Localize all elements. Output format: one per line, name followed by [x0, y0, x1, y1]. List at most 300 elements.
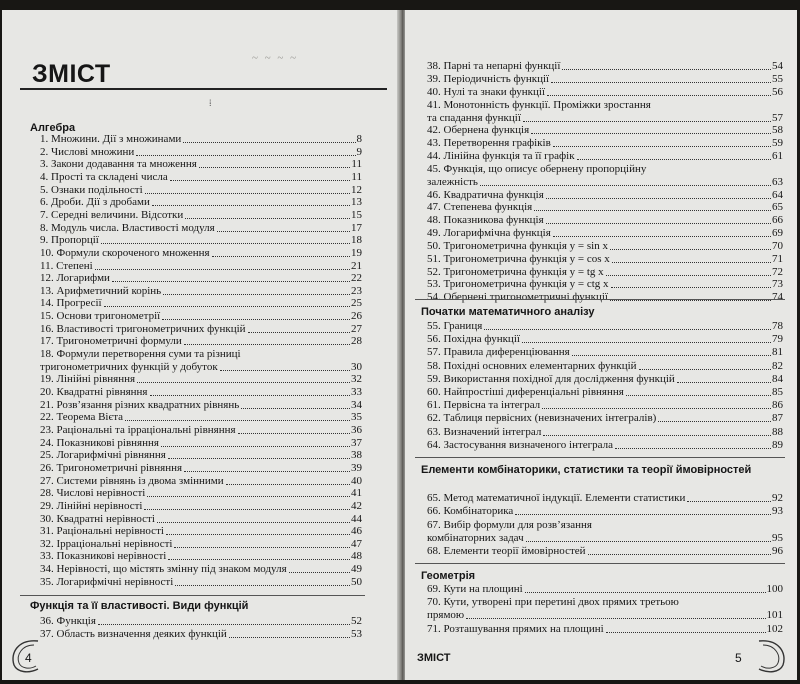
toc-entry-page: 57	[772, 111, 783, 124]
leader-dots	[611, 287, 771, 288]
toc-entry-page: 86	[772, 399, 783, 412]
leader-dots	[543, 435, 771, 436]
toc-entry-page: 38	[351, 449, 362, 462]
toc-entry-page: 63	[772, 175, 783, 188]
toc-entry	[427, 373, 783, 386]
leader-dots	[220, 370, 350, 371]
toc-entry-label: 66. Комбінаторика	[427, 505, 514, 518]
toc-entry-label: 44. Лінійна функція та її графік	[427, 149, 575, 162]
toc-entry	[427, 124, 783, 137]
leader-dots	[553, 236, 771, 237]
toc-entry-page: 89	[772, 438, 783, 451]
toc-entry-page: 50	[351, 575, 362, 588]
leader-dots	[626, 395, 771, 396]
toc-entry-label: 5. Ознаки подільності	[40, 183, 143, 196]
toc-entry-label: 65. Метод математичної індукції. Елементи статистики	[427, 492, 686, 504]
toc-entry-page: 8	[356, 133, 362, 145]
toc-entry-label: 63. Визначений інтеграл	[427, 425, 542, 438]
decorative-swirl-icon	[755, 635, 789, 675]
toc-entry-page: 35	[351, 411, 362, 424]
toc-entry-label: 60. Найпростіші диференціальні рівняння	[427, 386, 624, 398]
leader-dots	[168, 458, 350, 459]
toc-entry	[40, 449, 362, 462]
leader-dots	[163, 294, 350, 295]
leader-dots	[185, 218, 350, 219]
toc-entry-page: 26	[351, 310, 362, 323]
toc-entry-label: 7. Середні величини. Відсотки	[40, 208, 184, 221]
toc-entry-label: 51. Тригонометрична функція y = cos x	[427, 252, 610, 265]
toc-entry	[40, 615, 362, 628]
toc-entry	[40, 411, 362, 424]
pencil-scribble: ~ ~ ~ ~	[252, 52, 299, 64]
toc-entry-page: 55	[772, 72, 783, 85]
toc-entry	[40, 133, 362, 146]
leader-dots	[562, 69, 771, 70]
toc-entry	[40, 348, 362, 374]
toc-entry-label: 34. Нерівності, що містять змінну під знаком модуля	[40, 563, 287, 576]
leader-dots	[531, 133, 771, 134]
leader-dots	[238, 433, 350, 434]
leader-dots	[136, 155, 355, 156]
leader-dots	[525, 592, 766, 593]
toc-entry	[40, 335, 362, 348]
toc-entry-page: 22	[351, 272, 362, 285]
section-divider	[415, 299, 785, 300]
toc-entry-page: 72	[772, 265, 783, 278]
toc-entry	[427, 73, 783, 86]
leader-dots	[184, 471, 350, 472]
toc-entry-page: 54	[772, 60, 783, 72]
toc-entry	[40, 247, 362, 260]
toc-entry-page: 11	[351, 170, 362, 183]
toc-entry	[427, 189, 783, 202]
toc-entry-label: 37. Область визначення деяких функцій	[40, 628, 227, 640]
toc-entry-label: 61. Первісна та інтеграл	[427, 399, 541, 412]
toc-entry-page: 42	[351, 499, 362, 512]
toc-entry-label: 68. Елементи теорії ймовірностей	[427, 545, 586, 558]
toc-entry-label: 32. Ірраціональні нерівності	[40, 537, 173, 550]
toc-entry-page: 25	[351, 297, 362, 310]
leader-dots	[546, 223, 771, 224]
toc-entry	[427, 214, 783, 227]
toc-entry-label: 48. Показникова функція	[427, 214, 544, 227]
toc-entry-label: 64. Застосування визначеного інтеграла	[427, 438, 614, 451]
toc-entry-label: 52. Тригонометрична функція y = tg x	[427, 265, 604, 278]
toc-entry-page: 81	[772, 346, 783, 359]
toc-entry-label: 29. Лінійні нерівності	[40, 499, 143, 512]
toc-entry	[40, 563, 362, 576]
toc-entry-label: 18. Формули перетворення суми та різниці	[40, 348, 241, 361]
leader-dots	[515, 514, 771, 515]
toc-entry	[40, 628, 362, 641]
leader-dots	[687, 501, 771, 502]
toc-entry	[427, 291, 783, 304]
section-heading-analysis: Початки математичного аналізу	[421, 306, 595, 318]
toc-entry-label: 55. Границя	[427, 320, 483, 332]
toc-entry	[40, 196, 362, 209]
toc-entry	[40, 437, 362, 450]
toc-entry	[427, 386, 783, 399]
toc-entry-page: 13	[351, 196, 362, 209]
toc-entry-page: 88	[772, 425, 783, 438]
section-divider	[415, 563, 785, 564]
toc-entry	[40, 386, 362, 399]
toc-entry-label: 33. Показникові нерівності	[40, 550, 167, 563]
toc-entry-label: 3. Закони додавання та множення	[40, 158, 197, 171]
toc-entry-label-cont: залежність	[427, 175, 478, 188]
toc-entry	[427, 426, 783, 439]
toc-entry-label: 46. Квадратична функція	[427, 188, 544, 201]
toc-entry-page: 85	[772, 386, 783, 398]
toc-entry	[40, 272, 362, 285]
toc-entry-page: 39	[351, 461, 362, 474]
toc-entry-label: 24. Показникові рівняння	[40, 436, 159, 449]
toc-entry-page: 102	[766, 622, 783, 635]
toc-entry-label: 20. Квадратні рівняння	[40, 386, 148, 398]
toc-entry	[40, 323, 362, 336]
leader-dots	[162, 319, 350, 320]
toc-entry-label: 8. Модуль числа. Властивості модуля	[40, 221, 215, 234]
toc-entry-page: 27	[351, 322, 362, 335]
leader-dots	[610, 300, 771, 301]
leader-dots	[226, 484, 350, 485]
toc-entry-page: 12	[351, 183, 362, 196]
leader-dots	[639, 369, 771, 370]
leader-dots	[98, 624, 350, 625]
toc-entry-label: 71. Розташування прямих на площині	[427, 622, 604, 635]
toc-entry-page: 36	[351, 423, 362, 436]
toc-entry-label: 36. Функція	[40, 615, 96, 627]
toc-entry	[40, 297, 362, 310]
section-heading-functions: Функція та її властивості. Види функцій	[30, 600, 249, 612]
toc-entry-label: 31. Раціональні нерівності	[40, 525, 164, 538]
toc-entry-page: 74	[772, 291, 783, 304]
toc-entry-label: 53. Тригонометрична функція y = ctg x	[427, 278, 609, 291]
toc-entry	[427, 412, 783, 425]
toc-entry-page: 78	[772, 320, 783, 332]
toc-entry-label: 69. Кути на площині	[427, 583, 523, 595]
leader-dots	[241, 408, 350, 409]
leader-dots	[112, 281, 350, 282]
toc-entry-label: 39. Періодичність функції	[427, 72, 550, 85]
toc-entry	[40, 158, 362, 171]
toc-entry	[40, 373, 362, 386]
toc-entry	[40, 184, 362, 197]
toc-entry-page: 37	[351, 436, 362, 449]
toc-entry-label: 47. Степенева функція	[427, 201, 533, 214]
toc-entry-label: 41. Монотонність функції. Проміжки зростання	[427, 98, 651, 111]
toc-entry	[40, 171, 362, 184]
leader-dots	[199, 167, 351, 168]
toc-entry	[40, 209, 362, 222]
leader-dots	[542, 408, 771, 409]
toc-entry-label: 6. Дроби. Дії з дробами	[40, 196, 150, 209]
toc-entry-page: 84	[772, 372, 783, 385]
toc-entry-page: 93	[772, 505, 783, 518]
toc-entry-page: 61	[772, 149, 783, 162]
toc-entry	[40, 260, 362, 273]
toc-entry-page: 96	[772, 545, 783, 558]
leader-dots	[137, 382, 350, 383]
leader-dots	[523, 121, 771, 122]
toc-entry-page: 19	[351, 246, 362, 259]
toc-entry	[427, 492, 783, 505]
ink-mark: ⁞	[209, 98, 212, 108]
toc-entry	[427, 399, 783, 412]
toc-entry-label: 15. Основи тригонометрії	[40, 310, 161, 323]
toc-entry	[40, 399, 362, 412]
section-heading-geometry: Геометрія	[421, 570, 476, 582]
toc-entry-page: 33	[351, 386, 362, 398]
toc-entry-label: 27. Системи рівнянь із двома змінними	[40, 474, 224, 487]
toc-entry-label: 59. Використання похідної для дослідження функцій	[427, 372, 675, 385]
toc-entry-label-cont: тригонометричних функцій у добуток	[40, 361, 218, 374]
section-divider	[20, 595, 365, 596]
toc-entry	[427, 623, 783, 636]
leader-dots	[551, 82, 771, 83]
toc-entry-label: 11. Степені	[40, 259, 93, 272]
toc-entry-label: 67. Вибір формули для розв’язання	[427, 518, 592, 531]
leader-dots	[170, 180, 351, 181]
toc-entry-page: 49	[351, 563, 362, 576]
toc-entry	[40, 146, 362, 159]
toc-entry	[427, 253, 783, 266]
leader-dots	[229, 637, 350, 638]
toc-entry-page: 41	[351, 487, 362, 500]
toc-entry	[40, 487, 362, 500]
toc-entry-page: 34	[351, 398, 362, 411]
toc-entry	[427, 99, 783, 125]
toc-entry-page: 95	[772, 531, 783, 544]
toc-entry-label: 2. Числові множини	[40, 145, 135, 158]
toc-entry-page: 66	[772, 214, 783, 227]
toc-entry	[427, 227, 783, 240]
toc-entry-page: 46	[351, 525, 362, 538]
page-number: 5	[735, 651, 742, 665]
toc-entry-label: 30. Квадратні нерівності	[40, 512, 155, 525]
toc-entry-label: 42. Обернена функція	[427, 124, 530, 137]
toc-entry	[427, 163, 783, 189]
toc-entry-page: 48	[351, 550, 362, 563]
leader-dots	[157, 522, 350, 523]
toc-entry	[40, 513, 362, 526]
toc-entry	[427, 240, 783, 253]
toc-entry-label: 14. Прогресії	[40, 297, 102, 310]
toc-entry-label: 28. Числові нерівності	[40, 487, 146, 500]
toc-entry-page: 73	[772, 278, 783, 291]
toc-entry-page: 82	[772, 359, 783, 372]
toc-entry-page: 47	[351, 537, 362, 550]
leader-dots	[184, 344, 350, 345]
leader-dots	[615, 448, 771, 449]
toc-entry-page: 69	[772, 227, 783, 240]
toc-entry	[427, 360, 783, 373]
toc-entry-label: 13. Арифметичний корінь	[40, 284, 162, 297]
leader-dots	[125, 420, 350, 421]
left-page	[2, 10, 399, 680]
toc-entry-label: 21. Розв’язання різних квадратних рівнянь	[40, 398, 240, 411]
toc-entry-label: 35. Логарифмічні нерівності	[40, 575, 174, 588]
toc-entry-label: 17. Тригонометричні формули	[40, 335, 182, 348]
leader-dots	[658, 421, 771, 422]
toc-entry-page: 44	[351, 512, 362, 525]
toc-entry-page: 71	[772, 252, 783, 265]
page-number: 4	[25, 651, 32, 665]
toc-entry-label: 9. Пропорції	[40, 234, 99, 247]
leader-dots	[217, 231, 350, 232]
toc-entry-label-cont: та спадання функції	[427, 111, 521, 124]
toc-entry-label: 50. Тригонометрична функція y = sin x	[427, 239, 608, 252]
toc-entry-label: 54. Обернені тригонометричні функції	[427, 291, 608, 304]
toc-entry-page: 9	[356, 145, 362, 158]
title-rule	[20, 88, 387, 90]
leader-dots	[95, 269, 350, 270]
toc-entry-page: 30	[351, 361, 362, 374]
leader-dots	[289, 572, 350, 573]
toc-entry	[427, 519, 783, 545]
footer-title: ЗМІСТ	[417, 652, 451, 664]
leader-dots	[168, 559, 350, 560]
leader-dots	[212, 256, 350, 257]
toc-entry-page: 56	[772, 85, 783, 98]
toc-entry	[427, 137, 783, 150]
page-title: ЗМІСТ	[32, 60, 111, 88]
toc-entry	[427, 278, 783, 291]
toc-entry	[427, 320, 783, 333]
section-heading-algebra: Алгебра	[30, 122, 76, 134]
toc-entry-label: 56. Похідна функції	[427, 333, 520, 346]
toc-entry	[40, 424, 362, 437]
toc-entry	[427, 583, 783, 596]
leader-dots	[152, 205, 350, 206]
toc-entry-label-cont: комбінаторних задач	[427, 531, 524, 544]
toc-entry-label: 70. Кути, утворені при перетині двох прямих третьою	[427, 596, 679, 609]
leader-dots	[606, 632, 766, 633]
toc-entry-page: 52	[351, 615, 362, 627]
leader-dots	[145, 193, 350, 194]
leader-dots	[161, 446, 350, 447]
toc-entry	[427, 86, 783, 99]
toc-entry-label: 25. Логарифмічні рівняння	[40, 449, 166, 462]
toc-entry-label: 49. Логарифмічна функція	[427, 227, 551, 240]
toc-entry	[40, 525, 362, 538]
toc-entry-page: 58	[772, 124, 783, 137]
toc-entry	[427, 596, 783, 622]
leader-dots	[546, 198, 771, 199]
toc-entry	[40, 550, 362, 563]
leader-dots	[610, 249, 771, 250]
toc-entry-label: 19. Лінійні рівняння	[40, 373, 136, 386]
toc-entry-label: 43. Перетворення графіків	[427, 137, 551, 150]
toc-entry-label: 12. Логарифми	[40, 272, 110, 285]
toc-entry-label: 4. Прості та складені числа	[40, 170, 168, 183]
section-divider	[415, 457, 785, 458]
toc-entry-page: 79	[772, 333, 783, 346]
leader-dots	[175, 585, 350, 586]
toc-entry-page: 17	[351, 221, 362, 234]
leader-dots	[101, 243, 350, 244]
toc-entry-page: 23	[351, 284, 362, 297]
leader-dots	[588, 554, 771, 555]
section-heading-combinatorics: Елементи комбінаторики, статистики та теорії ймовірностей	[421, 464, 752, 476]
leader-dots	[174, 547, 350, 548]
toc-entry-label-cont: прямою	[427, 609, 465, 622]
toc-entry-page: 64	[772, 188, 783, 201]
toc-entry	[427, 439, 783, 452]
toc-entry-page: 53	[351, 628, 362, 640]
toc-entry	[40, 475, 362, 488]
toc-entry-page: 92	[772, 492, 783, 504]
toc-entry-page: 21	[351, 259, 362, 272]
leader-dots	[166, 534, 350, 535]
toc-entry	[40, 576, 362, 589]
toc-entry-label: 23. Раціональні та ірраціональні рівняння	[40, 423, 236, 436]
toc-entry-label: 58. Похідні основних елементарних функцій	[427, 359, 637, 372]
toc-entry-page: 101	[766, 609, 783, 622]
leader-dots	[677, 382, 771, 383]
toc-entry	[427, 150, 783, 163]
leader-dots	[183, 142, 355, 143]
leader-dots	[522, 342, 771, 343]
leader-dots	[572, 355, 771, 356]
toc-entry-page: 59	[772, 137, 783, 150]
leader-dots	[534, 210, 771, 211]
toc-entry-page: 87	[772, 412, 783, 425]
toc-entry-page: 18	[351, 234, 362, 247]
leader-dots	[104, 306, 350, 307]
toc-entry	[40, 234, 362, 247]
toc-entry-page: 28	[351, 335, 362, 348]
leader-dots	[577, 159, 771, 160]
leader-dots	[150, 395, 351, 396]
right-page	[405, 10, 797, 680]
toc-entry	[427, 266, 783, 279]
toc-entry	[427, 333, 783, 346]
leader-dots	[147, 496, 350, 497]
leader-dots	[248, 332, 350, 333]
toc-entry	[40, 500, 362, 513]
toc-entry-label: 45. Функція, що описує обернену пропорційну	[427, 162, 647, 175]
toc-entry-page: 11	[351, 158, 362, 171]
toc-entry-page: 32	[351, 373, 362, 386]
toc-entry-label: 57. Правила диференціювання	[427, 346, 570, 359]
leader-dots	[466, 618, 765, 619]
toc-entry	[40, 538, 362, 551]
toc-entry-page: 70	[772, 239, 783, 252]
toc-entry-page: 40	[351, 474, 362, 487]
toc-entry	[40, 310, 362, 323]
toc-entry-label: 62. Таблиця первісних (невизначених інтегралів)	[427, 412, 657, 425]
toc-entry-label: 1. Множини. Дії з множинами	[40, 133, 182, 145]
leader-dots	[526, 541, 771, 542]
toc-entry	[427, 346, 783, 359]
toc-entry-label: 38. Парні та непарні функції	[427, 60, 561, 72]
toc-entry-page: 15	[351, 208, 362, 221]
leader-dots	[606, 275, 771, 276]
leader-dots	[480, 185, 771, 186]
toc-entry	[40, 222, 362, 235]
leader-dots	[144, 509, 350, 510]
leader-dots	[553, 146, 771, 147]
leader-dots	[484, 329, 771, 330]
toc-entry	[427, 505, 783, 518]
toc-entry-label: 16. Властивості тригонометричних функцій	[40, 322, 246, 335]
toc-entry-label: 40. Нулі та знаки функції	[427, 85, 546, 98]
toc-entry-page: 100	[766, 583, 783, 595]
leader-dots	[547, 95, 771, 96]
toc-entry-page: 65	[772, 201, 783, 214]
toc-entry	[40, 462, 362, 475]
